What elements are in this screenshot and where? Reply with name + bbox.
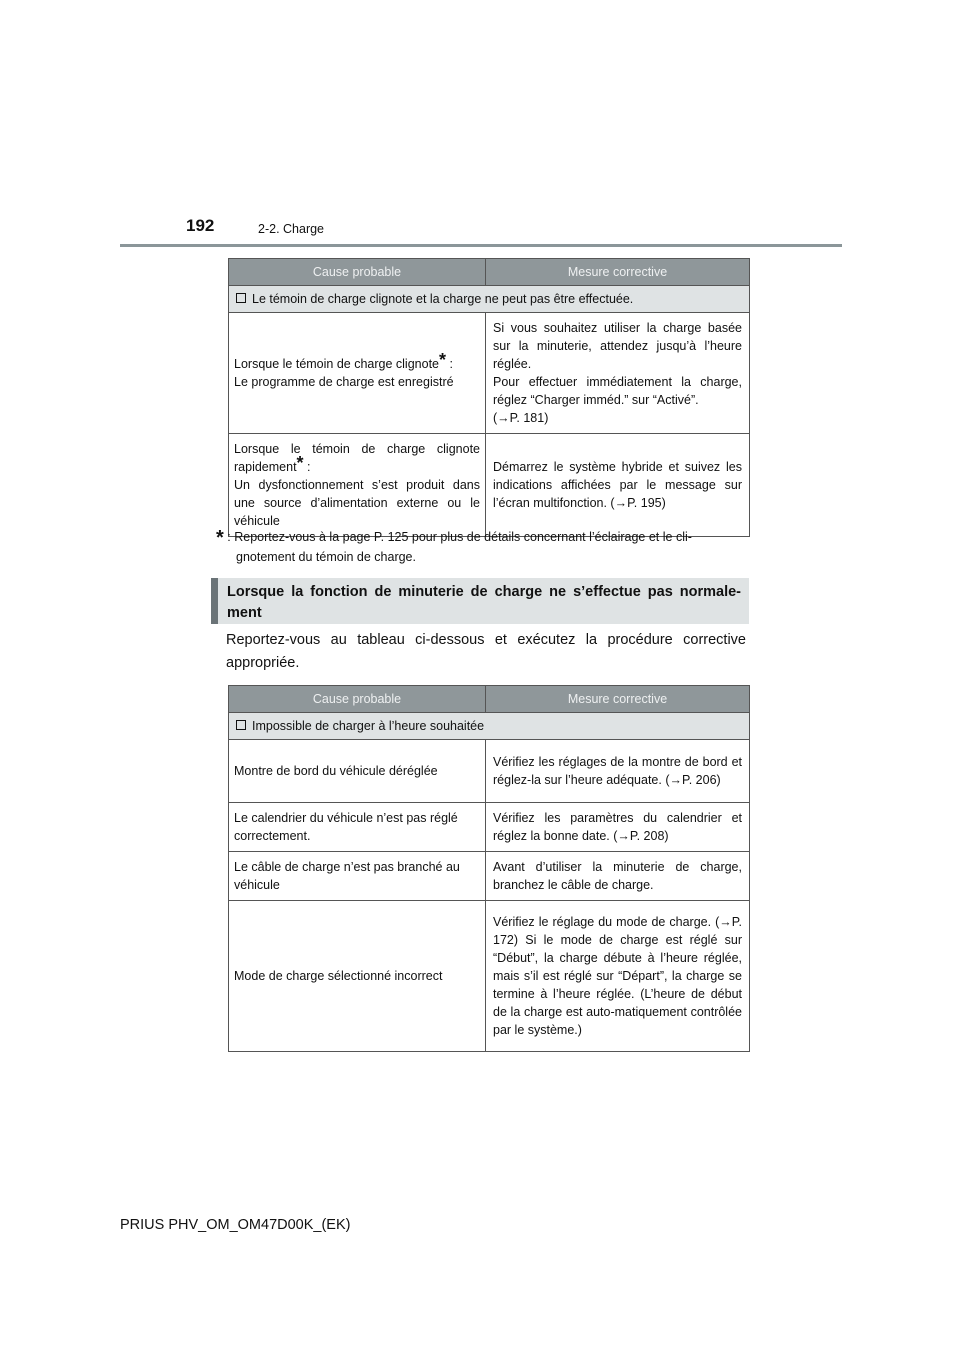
measure-cell: Avant d’utiliser la minuterie de charge, branchez le câble de charge.	[486, 852, 750, 901]
column-header-measure: Mesure corrective	[486, 686, 750, 713]
cause-cell: Le câble de charge n’est pas branché au véhicule	[229, 852, 486, 901]
cause-cell	[229, 313, 486, 434]
footnote	[216, 528, 748, 567]
checkbox-icon	[236, 720, 246, 730]
cause-text: Lorsque le témoin de charge clignote rapidement	[234, 442, 480, 474]
table-subheader-row	[229, 286, 750, 313]
table-subheader-row	[229, 713, 750, 740]
cause-detail: Le programme de charge est enregistré	[234, 375, 454, 389]
table-row	[229, 740, 750, 803]
measure-text: Si vous souhaitez utiliser la charge basée sur la minuterie, attendez jusqu’à l’heure réglée.	[493, 321, 742, 371]
section-title: 2-2. Charge	[258, 222, 325, 236]
header-rule	[120, 244, 842, 247]
table-row	[229, 434, 750, 537]
footnote-asterisk: *	[216, 527, 224, 549]
cause-colon: :	[446, 357, 453, 371]
page-reference: (→P. 181)	[493, 411, 549, 425]
cause-cell: Mode de charge sélectionné incorrect	[229, 901, 486, 1052]
measure-text: Pour effectuer immédiatement la charge, réglez “Charger imméd.” sur “Activé”.	[493, 375, 742, 407]
table-header-row	[229, 259, 750, 286]
column-header-cause: Cause probable	[229, 259, 486, 286]
footnote-line-2: gnotement du témoin de charge.	[236, 550, 416, 564]
footnote-line-1: : Reportez-vous à la page P. 125 pour plus de détails concernant l’éclairage et le cli-	[227, 530, 692, 544]
page-number: 192	[186, 216, 215, 235]
measure-cell	[486, 434, 750, 537]
charge-table	[228, 258, 750, 537]
measure-cell	[486, 313, 750, 434]
table-row	[229, 803, 750, 852]
cause-colon: :	[303, 460, 311, 474]
measure-cell: Vérifiez les réglages de la montre de bord et réglez-la sur l’heure adéquate. (→P. 206)	[486, 740, 750, 803]
heading-text: Lorsque la fonction de minuterie de charge ne s’effectue pas normale-ment	[227, 584, 741, 621]
subheader-text: Le témoin de charge clignote et la charge ne peut pas être effectuée.	[252, 292, 634, 306]
asterisk-mark: *	[296, 453, 304, 473]
table-subheader	[229, 713, 750, 740]
intro-paragraph: Reportez-vous au tableau ci-dessous et exécutez la procédure corrective appropriée.	[226, 632, 746, 671]
measure-text: Démarrez le système hybride et suivez les indications affichées par le message sur l’écran multifonction. (→P. 195)	[493, 460, 742, 510]
column-header-measure: Mesure corrective	[486, 259, 750, 286]
cause-cell: Montre de bord du véhicule déréglée	[229, 740, 486, 803]
timer-table	[228, 685, 750, 1052]
table-subheader	[229, 286, 750, 313]
cause-text: Lorsque le témoin de charge clignote	[234, 357, 439, 371]
table-row	[229, 313, 750, 434]
cause-detail: Un dysfonctionnement s’est produit dans une source d’alimentation externe ou le véhicule	[234, 478, 480, 528]
table-row	[229, 901, 750, 1052]
measure-cell: Vérifiez les paramètres du calendrier et réglez la bonne date. (→P. 208)	[486, 803, 750, 852]
cause-cell: Le calendrier du véhicule n’est pas réglé correctement.	[229, 803, 486, 852]
table-header-row	[229, 686, 750, 713]
measure-cell: Vérifiez le réglage du mode de charge. (→P. 172) Si le mode de charge est réglé sur “Début”, la charge débute à l’heure réglée, mais s’il est réglé sur “Départ”, la charge se termine à l’heure réglée. (L’heure de début de la charge est auto-matiquement contrôlée par le système.)	[486, 901, 750, 1052]
table-row	[229, 852, 750, 901]
subheader-text: Impossible de charger à l’heure souhaitée	[252, 719, 485, 733]
section-heading	[211, 578, 749, 624]
document-id: PRIUS PHV_OM_OM47D00K_(EK)	[120, 1217, 351, 1233]
asterisk-mark: *	[439, 350, 447, 370]
cause-cell	[229, 434, 486, 537]
column-header-cause: Cause probable	[229, 686, 486, 713]
checkbox-icon	[236, 293, 246, 303]
